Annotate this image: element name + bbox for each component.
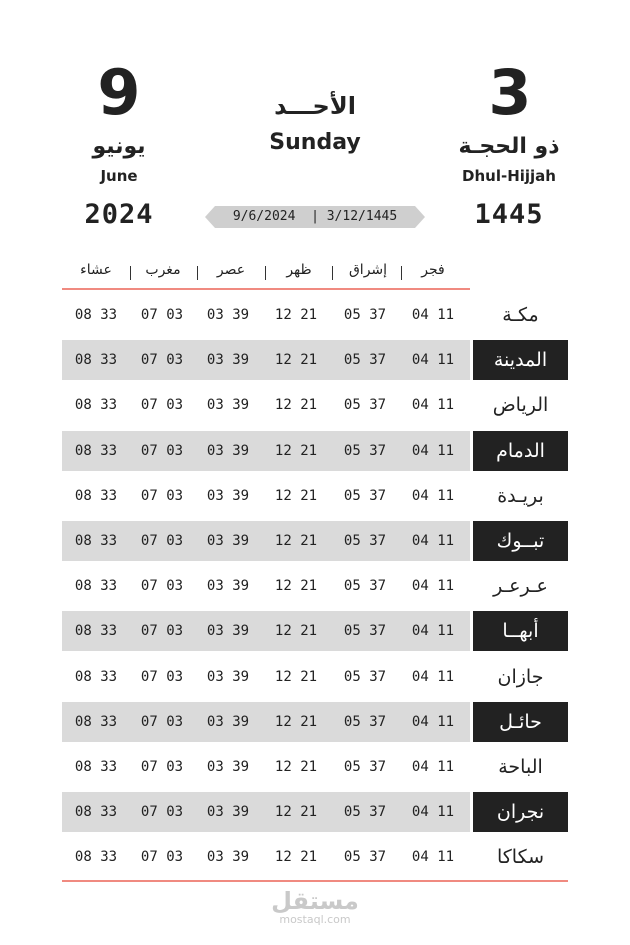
header-separator bbox=[401, 266, 402, 280]
table-row bbox=[62, 837, 568, 877]
prayer-time-cell: 03 39 bbox=[206, 578, 250, 595]
header-separator bbox=[332, 266, 333, 280]
prayer-time-cell: 07 03 bbox=[140, 307, 184, 323]
prayer-time-cell: 07 03 bbox=[140, 804, 184, 821]
table-row bbox=[62, 385, 568, 425]
prayer-time-cell: 05 37 bbox=[343, 487, 387, 504]
prayer-time-cell: 04 11 bbox=[411, 397, 455, 414]
prayer-time-cell: 04 11 bbox=[411, 352, 455, 369]
prayer-time-cell: 05 37 bbox=[343, 668, 387, 685]
prayer-time-cell: 05 37 bbox=[343, 713, 387, 730]
weekday-ar: الأحـــد bbox=[274, 92, 356, 120]
prayer-time-cell: 07 03 bbox=[140, 533, 184, 549]
city-name: عـرعـر bbox=[493, 575, 548, 598]
prayer-time-cell: 05 37 bbox=[343, 804, 387, 821]
table-row bbox=[62, 747, 568, 787]
prayer-time-cell: 07 03 bbox=[140, 442, 184, 459]
prayer-time-cell: 04 11 bbox=[411, 849, 455, 866]
mostaql-logo bbox=[265, 888, 365, 926]
table-row bbox=[62, 521, 568, 561]
prayer-time-cell: 07 03 bbox=[140, 578, 184, 595]
logo-text-ar: مستقل bbox=[271, 887, 359, 915]
prayer-time-cell: 08 33 bbox=[74, 668, 118, 685]
prayer-time-cell: 03 39 bbox=[206, 623, 250, 640]
prayer-time-cell: 05 37 bbox=[343, 397, 387, 414]
col-header-fajr: فجر bbox=[421, 262, 445, 278]
prayer-time-cell: 08 33 bbox=[74, 397, 118, 414]
prayer-time-cell: 05 37 bbox=[343, 352, 387, 369]
prayer-time-cell: 08 33 bbox=[74, 487, 118, 504]
prayer-time-cell: 03 39 bbox=[206, 442, 250, 459]
table-row bbox=[62, 702, 568, 742]
col-header-asr: عصر bbox=[216, 262, 246, 278]
col-header-isha: عشاء bbox=[80, 262, 112, 278]
prayer-time-cell: 07 03 bbox=[140, 487, 184, 504]
prayer-time-cell: 12 21 bbox=[274, 307, 318, 323]
prayer-time-cell: 07 03 bbox=[140, 759, 184, 775]
gregorian-month-en: June bbox=[100, 167, 138, 185]
prayer-time-cell: 07 03 bbox=[140, 623, 184, 640]
prayer-time-cell: 04 11 bbox=[411, 533, 455, 549]
prayer-time-cell: 03 39 bbox=[206, 487, 250, 504]
prayer-time-cell: 12 21 bbox=[274, 623, 318, 640]
city-name: بريـدة bbox=[497, 484, 544, 507]
prayer-time-cell: 05 37 bbox=[343, 759, 387, 775]
prayer-time-cell: 12 21 bbox=[274, 487, 318, 504]
col-header-dhuhr: ظهر bbox=[286, 262, 312, 278]
hijri-year: 1445 bbox=[474, 199, 544, 230]
table-row bbox=[62, 431, 568, 471]
table-row bbox=[62, 340, 568, 380]
prayer-time-cell: 03 39 bbox=[206, 533, 250, 549]
gregorian-month-ar: يونيو bbox=[92, 134, 146, 159]
city-name: الدمام bbox=[473, 431, 568, 471]
prayer-time-cell: 08 33 bbox=[74, 307, 118, 323]
prayer-time-cell: 07 03 bbox=[140, 668, 184, 685]
date-banner bbox=[205, 206, 425, 228]
table-row bbox=[62, 476, 568, 516]
weekday-en: Sunday bbox=[269, 130, 361, 155]
col-header-maghrib: مغرب bbox=[145, 262, 181, 278]
prayer-time-cell: 04 11 bbox=[411, 578, 455, 595]
footer-rule bbox=[62, 880, 568, 882]
city-name: المدينة bbox=[473, 340, 568, 380]
prayer-time-cell: 04 11 bbox=[411, 668, 455, 685]
table-row bbox=[62, 611, 568, 651]
prayer-time-cell: 03 39 bbox=[206, 849, 250, 866]
prayer-time-cell: 05 37 bbox=[343, 533, 387, 549]
prayer-time-cell: 03 39 bbox=[206, 713, 250, 730]
prayer-time-cell: 08 33 bbox=[74, 442, 118, 459]
table-row bbox=[62, 566, 568, 606]
logo-text-en: mostaql.com bbox=[279, 913, 351, 926]
prayer-time-cell: 12 21 bbox=[274, 759, 318, 775]
prayer-time-cell: 07 03 bbox=[140, 352, 184, 369]
prayer-time-cell: 04 11 bbox=[411, 759, 455, 775]
prayer-time-cell: 04 11 bbox=[411, 804, 455, 821]
prayer-time-cell: 04 11 bbox=[411, 713, 455, 730]
prayer-time-cell: 07 03 bbox=[140, 397, 184, 414]
prayer-time-cell: 08 33 bbox=[74, 713, 118, 730]
col-header-ishraq: إشراق bbox=[348, 262, 388, 278]
prayer-time-cell: 07 03 bbox=[140, 849, 184, 866]
prayer-time-cell: 04 11 bbox=[411, 623, 455, 640]
prayer-time-cell: 03 39 bbox=[206, 307, 250, 323]
header-separator bbox=[197, 266, 198, 280]
city-name: جازان bbox=[497, 665, 544, 688]
city-name: تبــوك bbox=[473, 521, 568, 561]
prayer-time-cell: 03 39 bbox=[206, 352, 250, 369]
header-separator bbox=[265, 266, 266, 280]
city-name: أبهــا bbox=[473, 611, 568, 651]
prayer-time-cell: 12 21 bbox=[274, 668, 318, 685]
prayer-time-cell: 07 03 bbox=[140, 713, 184, 730]
city-name: الباحة bbox=[498, 756, 543, 778]
table-row bbox=[62, 792, 568, 832]
prayer-time-cell: 05 37 bbox=[343, 307, 387, 323]
prayer-time-cell: 08 33 bbox=[74, 533, 118, 549]
city-name: مكـة bbox=[502, 304, 539, 326]
city-name: حائـل bbox=[473, 702, 568, 742]
hijri-month-ar: ذو الحجـة bbox=[458, 134, 560, 159]
date-banner-text: 9/6/2024 | 3/12/1445 bbox=[232, 209, 398, 224]
prayer-time-cell: 12 21 bbox=[274, 804, 318, 821]
prayer-time-cell: 04 11 bbox=[411, 442, 455, 459]
prayer-time-cell: 08 33 bbox=[74, 804, 118, 821]
header-rule bbox=[62, 288, 470, 290]
prayer-time-cell: 08 33 bbox=[74, 623, 118, 640]
city-name: الرياض bbox=[492, 394, 549, 417]
prayer-time-cell: 05 37 bbox=[343, 578, 387, 595]
prayer-time-cell: 03 39 bbox=[206, 668, 250, 685]
gregorian-year: 2024 bbox=[84, 199, 154, 230]
prayer-time-cell: 08 33 bbox=[74, 352, 118, 369]
prayer-time-cell: 04 11 bbox=[411, 487, 455, 504]
city-name: سكاكا bbox=[496, 846, 545, 869]
prayer-time-cell: 12 21 bbox=[274, 442, 318, 459]
prayer-time-cell: 08 33 bbox=[74, 849, 118, 866]
prayer-time-cell: 12 21 bbox=[274, 397, 318, 414]
prayer-time-cell: 04 11 bbox=[411, 307, 455, 323]
prayer-time-cell: 12 21 bbox=[274, 849, 318, 866]
prayer-time-cell: 05 37 bbox=[343, 849, 387, 866]
prayer-time-cell: 12 21 bbox=[274, 713, 318, 730]
prayer-time-cell: 12 21 bbox=[274, 578, 318, 595]
prayer-time-cell: 03 39 bbox=[206, 759, 250, 775]
hijri-day: 3 bbox=[488, 56, 532, 129]
prayer-time-cell: 12 21 bbox=[274, 533, 318, 549]
table-row bbox=[62, 657, 568, 697]
header-separator bbox=[130, 266, 131, 280]
hijri-month-en: Dhul-Hijjah bbox=[462, 167, 556, 185]
prayer-time-cell: 08 33 bbox=[74, 578, 118, 595]
prayer-time-cell: 03 39 bbox=[206, 804, 250, 821]
prayer-time-cell: 12 21 bbox=[274, 352, 318, 369]
prayer-time-cell: 08 33 bbox=[74, 759, 118, 775]
prayer-time-cell: 03 39 bbox=[206, 397, 250, 414]
table-row bbox=[62, 295, 568, 335]
prayer-time-cell: 05 37 bbox=[343, 442, 387, 459]
city-name: نجران bbox=[473, 792, 568, 832]
gregorian-day: 9 bbox=[97, 56, 141, 129]
prayer-time-cell: 05 37 bbox=[343, 623, 387, 640]
